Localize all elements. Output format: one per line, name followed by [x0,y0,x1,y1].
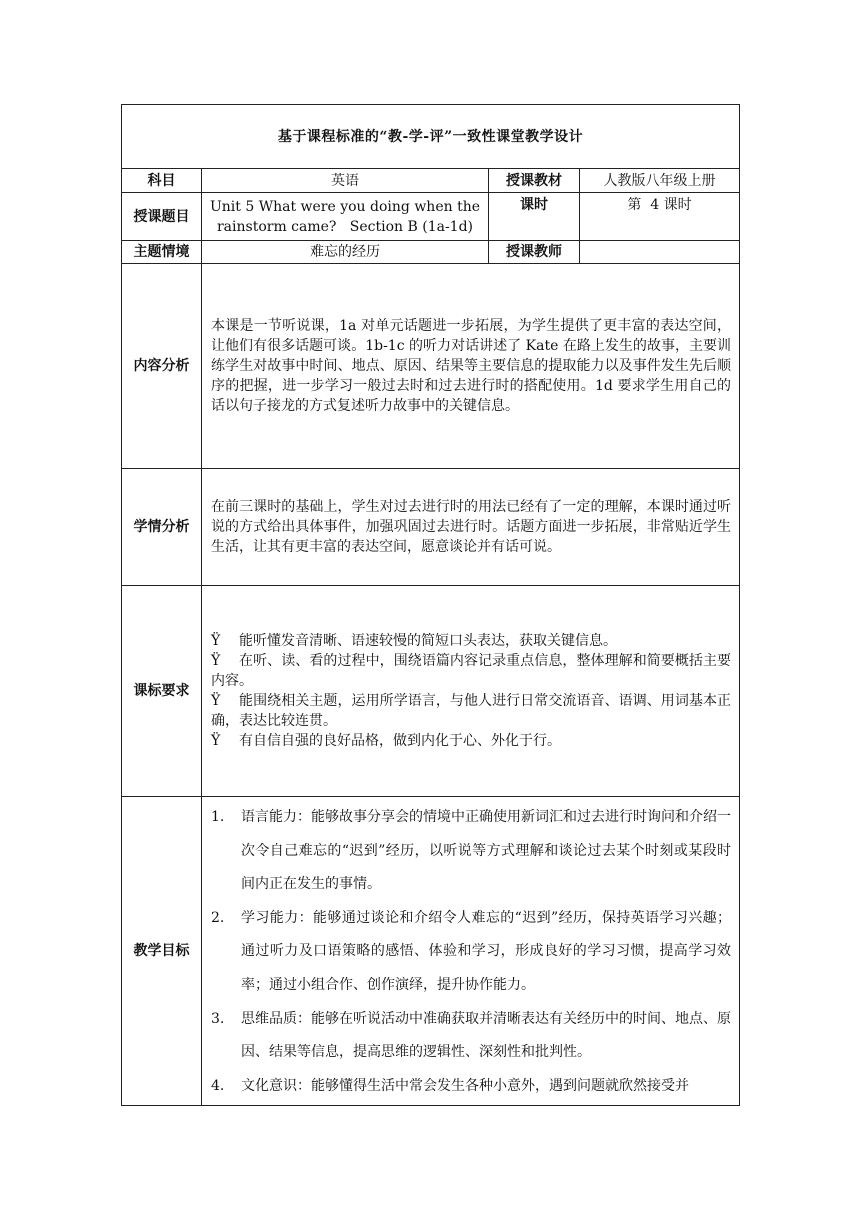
topic-value [202,193,489,241]
textbook-label: 授课教材 [489,169,580,193]
goal-item: 3. 思维品质：能够在听说活动中准确获取并清晰表达有关经历中的时间、地点、原因、结果等信息，提高思维的逻辑性、深刻性和批判性。 [211,1003,731,1070]
standard-item: Ÿ 在听、读、看的过程中，围绕语篇内容记录重点信息，整体理解和简要概括主要内容。 [211,653,732,689]
teacher-value [580,241,740,264]
period-label: 课时 [489,193,580,241]
goal-item: 1. 语言能力：能够故事分享会的情境中正确使用新词汇和过去进行时询问和介绍一次令自己难忘的“迟到”经历，以听说等方式理解和谈论过去某个时刻或某段时间内正在发生的事情。 [211,801,731,902]
goal-number: 1. [211,809,225,825]
topic-value-line1: Unit 5 What were you doing when the [209,198,481,215]
bullet-marker: Ÿ [211,733,221,749]
student-analysis-label: 学情分析 [122,469,202,586]
document-title: 基于课程标准的“教-学-评”一致性课堂教学设计 [122,105,740,169]
student-analysis-text: 在前三课时的基础上，学生对过去进行时的用法已经有了一定的理解，本课时通过听说的方式给出具体事件，加强巩固过去进行时。话题方面进一步拓展，非常贴近学生生活，让其有更丰富的表达空间，愿意谈论并有话可说。 [202,469,740,586]
topic-value-line2: rainstorm came? Section B (1a-1d) [216,218,474,235]
bullet-marker: Ÿ [211,653,221,669]
goal-number: 2. [211,909,225,926]
lesson-design-table [121,104,740,1106]
goal-item: 4. 文化意识：能够懂得生活中常会发生各种小意外，遇到问题就欣然接受并 [211,1070,731,1104]
bullet-marker: Ÿ [211,633,221,649]
goal-number: 4. [211,1077,225,1094]
theme-value: 难忘的经历 [202,241,489,264]
content-analysis-label: 内容分析 [122,264,202,469]
goal-number: 3. [211,1010,225,1027]
bullet-marker: Ÿ [211,693,221,709]
textbook-value: 人教版八年级上册 [580,169,740,193]
topic-label: 授课题目 [122,193,202,241]
standard-item: Ÿ 有自信自强的良好品格，做到内化于心、外化于行。 [211,733,561,749]
goal-item: 2. 学习能力：能够通过谈论和介绍令人难忘的“迟到”经历，保持英语学习兴趣；通过听力及口语策略的感悟、体验和学习，形成良好的学习习惯，提高学习效率；通过小组合作、创作演绎，提升协作能力。 [211,902,731,1003]
standards-label: 课标要求 [122,586,202,797]
content-analysis-text: 本课是一节听说课，1a 对单元话题进一步拓展，为学生提供了更丰富的表达空间，让他们有很多话题可谈。1b-1c 的听力对话讲述了 Kate 在路上发生的故事，主要训练学生对故事中时间、地点、原因、结果等主要信息的提取能力以及事件发生先后顺序的把握，进一步学习一般过去时和过去进行时的搭配使用。1d 要求学生用自己的话以句子接龙的方式复述听力故事中的关键信息。 [202,264,740,469]
goals-label: 教学目标 [122,797,202,1106]
standard-item: Ÿ 能围绕相关主题，运用所学语言，与他人进行日常交流语音、语调、用词基本正确，表达比较连贯。 [211,693,732,729]
subject-label: 科目 [122,169,202,193]
period-value: 第 4 课时 [580,193,740,241]
goals-list [202,797,740,1106]
standard-item: Ÿ 能听懂发音清晰、语速较慢的简短口头表达，获取关键信息。 [211,633,617,649]
teacher-label: 授课教师 [489,241,580,264]
theme-label: 主题情境 [122,241,202,264]
subject-value: 英语 [202,169,489,193]
standards-list [202,586,740,797]
